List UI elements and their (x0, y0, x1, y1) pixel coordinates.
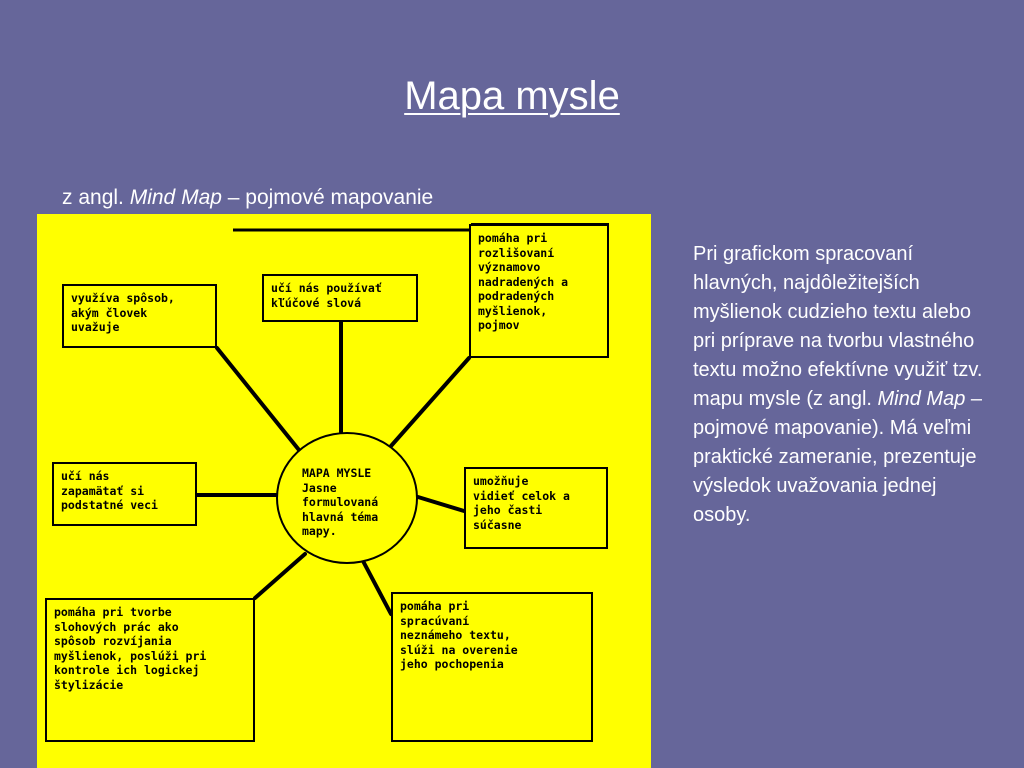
subtitle-prefix: z angl. (62, 186, 130, 209)
mind-map-diagram (37, 214, 651, 768)
subtitle-italic: Mind Map (129, 186, 222, 209)
node-top-left: využíva spôsob, akým človek uvažuje (62, 284, 217, 348)
node-top-right: pomáha pri rozlišovaní významovo nadradených a podradených myšlienok, pojmov (469, 224, 609, 358)
connector-top-left (217, 348, 299, 450)
node-bottom-right: pomáha pri spracúvaní neznámeho textu, slúži na overenie jeho pochopenia (391, 592, 593, 742)
connector-bottom-left (255, 554, 305, 598)
connector-top-right (391, 358, 469, 446)
description-suffix: – pojmové mapovanie). Má veľmi praktické zameranie, prezentuje výsledok uvažovania jednej osoby. (693, 388, 983, 526)
node-right: umožňuje vidieť celok a jeho časti súčasne (464, 467, 608, 549)
node-top: učí nás používať kľúčové slová (262, 274, 418, 322)
description-text (693, 240, 993, 530)
slide-title: Mapa mysle (404, 74, 620, 118)
connector-right (418, 497, 464, 511)
center-label: MAPA MYSLE Jasne formulovaná hlavná téma mapy. (302, 466, 379, 538)
description-italic: Mind Map (877, 388, 966, 410)
slide-subtitle (62, 186, 433, 210)
subtitle-suffix: – pojmové mapovanie (221, 186, 434, 209)
description-prefix: Pri grafickom spracovaní hlavných, najdôležitejších myšlienok cudzieho textu alebo pri príprave na tvorbu vlastného textu možno efektívne využiť tzv. mapu mysle (z angl. (693, 243, 983, 410)
node-bottom-left: pomáha pri tvorbe slohových prác ako spôsob rozvíjania myšlienok, poslúži pri kontrole ich logickej štylizácie (45, 598, 255, 742)
node-center (276, 432, 418, 564)
node-left: učí nás zapamätať si podstatné veci (52, 462, 197, 526)
connector-bottom-right (363, 561, 391, 614)
